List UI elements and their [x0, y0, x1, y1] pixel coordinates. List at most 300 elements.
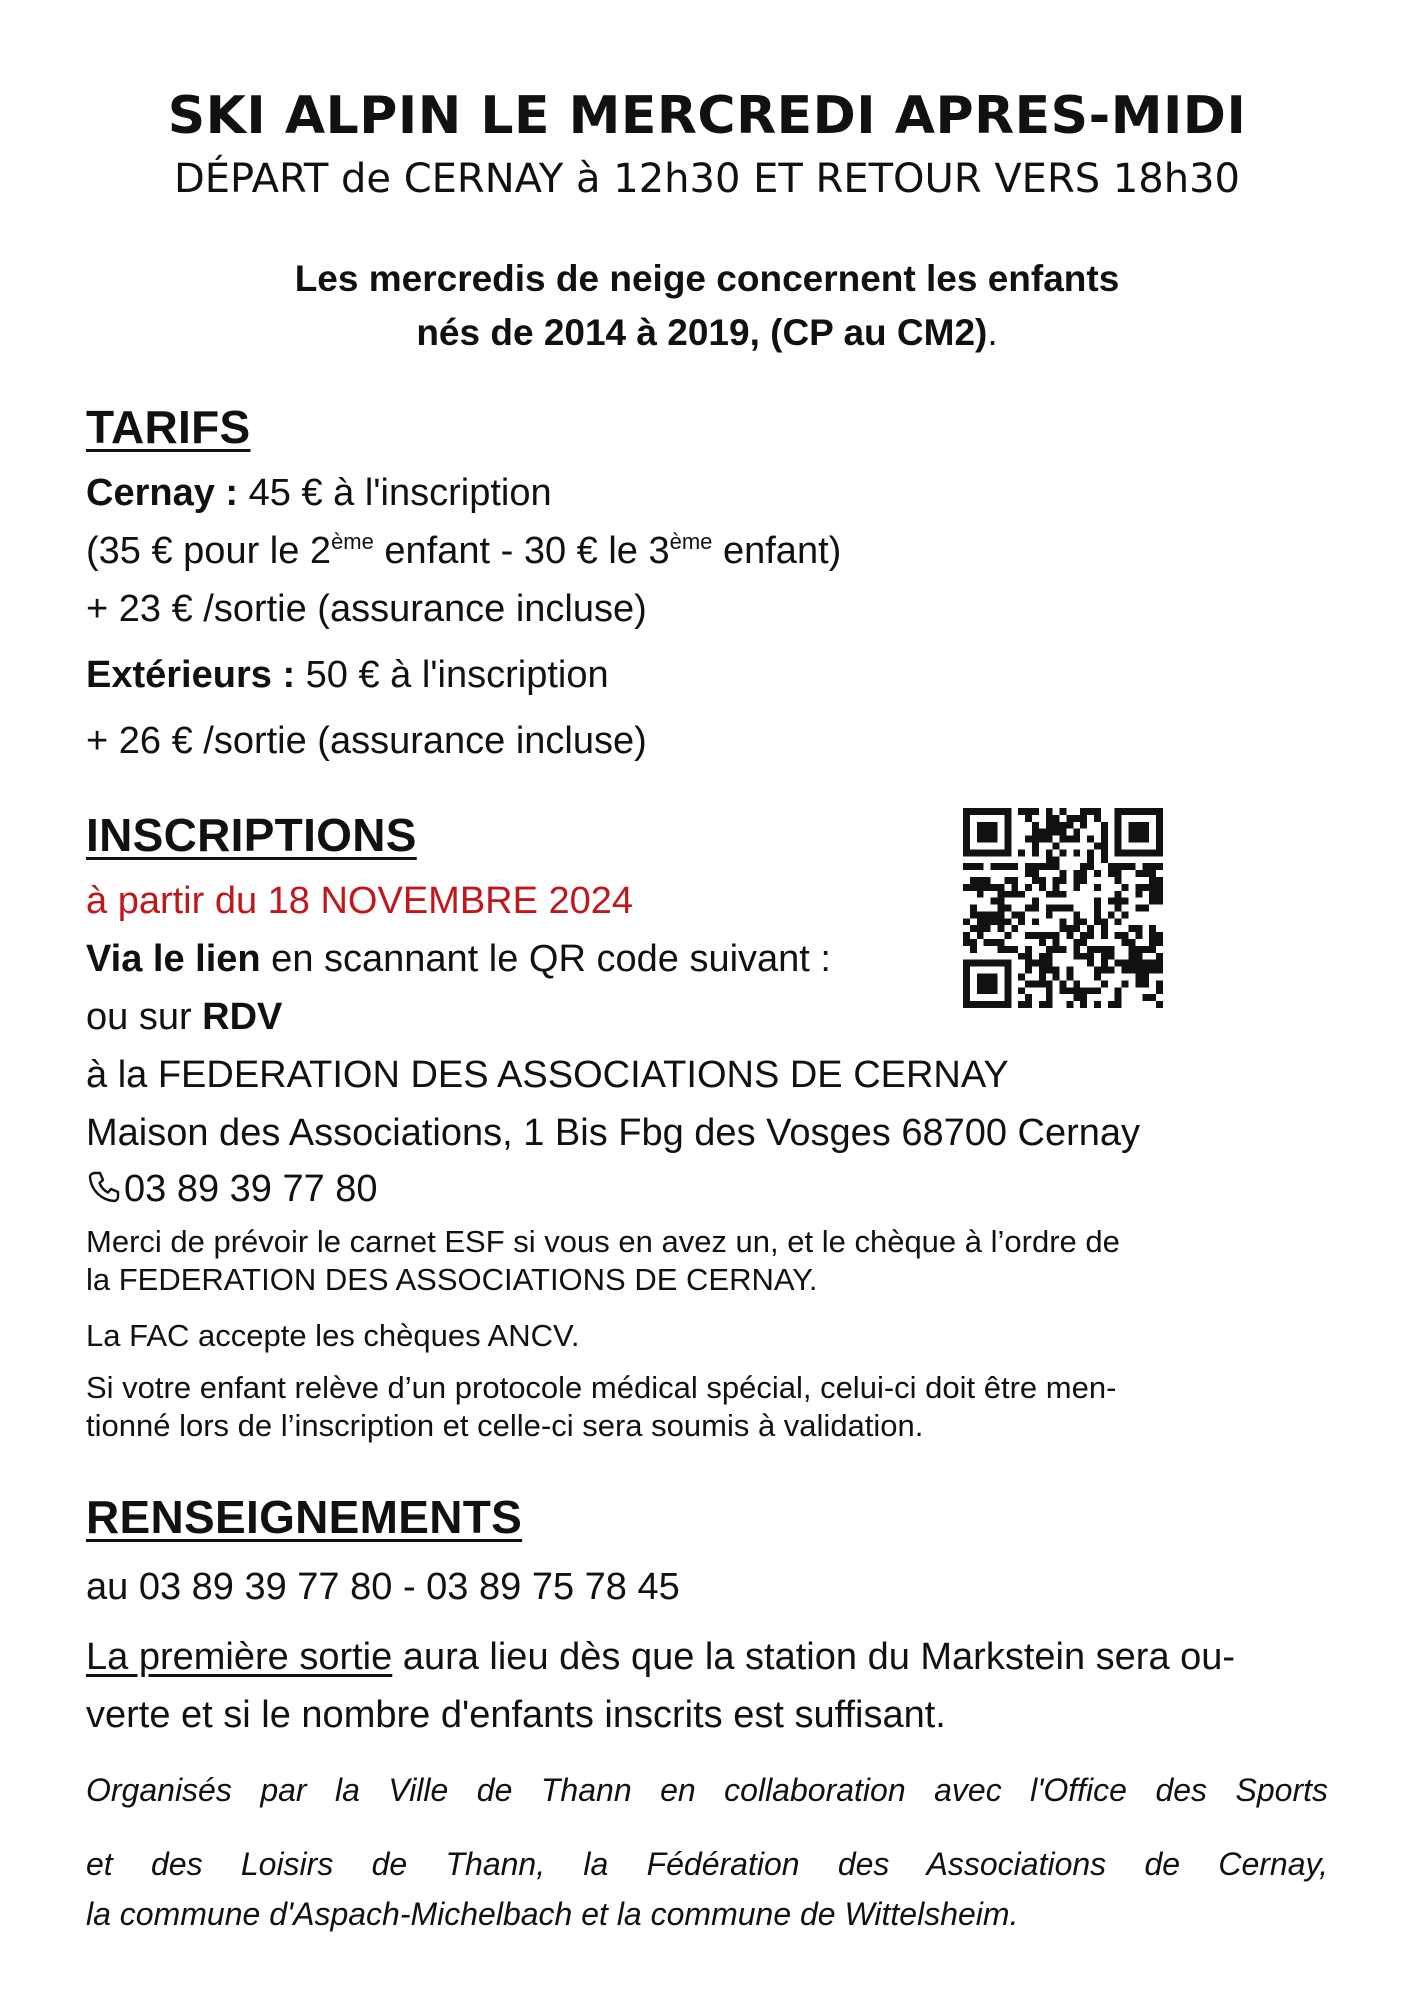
qr-module [1101, 946, 1108, 953]
tarif-cernay-outing: + 23 € /sortie (assurance incluse) [86, 588, 647, 630]
qr-module [1073, 925, 1080, 932]
qr-module [1046, 967, 1053, 974]
qr-module [1115, 877, 1122, 884]
qr-module [1080, 877, 1087, 884]
qr-module [1039, 863, 1046, 870]
qr-module [984, 974, 991, 981]
qr-module [997, 898, 1004, 905]
qr-module [1142, 884, 1149, 891]
qr-module [977, 884, 984, 891]
qr-module [1046, 994, 1053, 1001]
intro-line-2 [0, 312, 1414, 354]
qr-module [1073, 994, 1080, 1001]
qr-module [1156, 877, 1163, 884]
qr-module [1073, 987, 1080, 994]
qr-module [1115, 905, 1122, 912]
qr-module [1142, 836, 1149, 843]
qr-module [963, 967, 970, 974]
qr-module [1066, 967, 1073, 974]
qr-module [977, 918, 984, 925]
qr-module [1087, 932, 1094, 939]
renseignements-heading: RENSEIGNEMENTS [86, 1491, 523, 1543]
qr-module [1053, 884, 1060, 891]
qr-module [1004, 849, 1011, 856]
qr-module [991, 863, 998, 870]
qr-module [970, 925, 977, 932]
qr-module [1094, 974, 1101, 981]
inscription-date: à partir du 18 NOVEMBRE 2024 [86, 880, 634, 922]
qr-module [1073, 946, 1080, 953]
federation-phone [86, 1168, 378, 1211]
qr-module [963, 960, 970, 967]
qr-module [1156, 822, 1163, 829]
qr-module [991, 1001, 998, 1008]
qr-module [1156, 898, 1163, 905]
qr-module [963, 884, 970, 891]
qr-module [1060, 925, 1067, 932]
qr-module [1129, 939, 1136, 946]
qr-module [1094, 842, 1101, 849]
qr-module [984, 849, 991, 856]
qr-module [1135, 953, 1142, 960]
qr-module [1080, 822, 1087, 829]
first-outing-text: aura lieu dès que la station du Markstein sera ou- [392, 1636, 1236, 1678]
qr-module [1004, 829, 1011, 836]
intro-period: . [987, 312, 998, 353]
qr-module [1101, 932, 1108, 939]
qr-module [1018, 918, 1025, 925]
siblings-sup-2: ème [669, 529, 713, 554]
qr-module [997, 960, 1004, 967]
qr-module [1025, 994, 1032, 1001]
qr-module [970, 808, 977, 815]
qr-module [963, 980, 970, 987]
qr-module [991, 974, 998, 981]
qr-module [1053, 891, 1060, 898]
phone-icon [86, 1169, 122, 1205]
siblings-text-a: (35 € pour le 2 [86, 530, 332, 572]
qr-module [1004, 808, 1011, 815]
qr-module [1101, 822, 1108, 829]
qr-module [977, 877, 984, 884]
qr-module [1039, 953, 1046, 960]
qr-module [1032, 960, 1039, 967]
qr-module [1046, 829, 1053, 836]
qr-module [991, 960, 998, 967]
renseignements-phones: au 03 89 39 77 80 - 03 89 75 78 45 [86, 1566, 680, 1608]
qr-module [1080, 939, 1087, 946]
qr-module [1004, 974, 1011, 981]
qr-module [1129, 808, 1136, 815]
qr-module [977, 849, 984, 856]
qr-module [977, 891, 984, 898]
qr-module [1080, 1001, 1087, 1008]
qr-module [963, 863, 970, 870]
qr-module [1046, 960, 1053, 967]
qr-module [991, 849, 998, 856]
qr-module [1032, 918, 1039, 925]
qr-module [1073, 953, 1080, 960]
qr-code-graphic [963, 808, 1163, 1008]
qr-module [1115, 822, 1122, 829]
qr-module [1025, 946, 1032, 953]
qr-module [970, 911, 977, 918]
qr-module [1135, 808, 1142, 815]
qr-module [1135, 849, 1142, 856]
qr-module [1129, 829, 1136, 836]
qr-module [1122, 980, 1129, 987]
qr-module [1149, 960, 1156, 967]
qr-module [1108, 946, 1115, 953]
qr-module [1073, 980, 1080, 987]
qr-module [977, 987, 984, 994]
qr-module [1025, 967, 1032, 974]
qr-module [1135, 967, 1142, 974]
qr-module [1142, 822, 1149, 829]
qr-module [1004, 987, 1011, 994]
qr-module [977, 960, 984, 967]
qr-module [1046, 815, 1053, 822]
qr-module [963, 918, 970, 925]
qr-module [977, 911, 984, 918]
qr-module [997, 911, 1004, 918]
qr-module [1039, 967, 1046, 974]
qr-module [963, 932, 970, 939]
qr-module [1129, 953, 1136, 960]
qr-module [1149, 891, 1156, 898]
qr-module [977, 822, 984, 829]
qr-module [1053, 829, 1060, 836]
qr-module [1149, 877, 1156, 884]
qr-module [1135, 829, 1142, 836]
qr-module [1018, 849, 1025, 856]
qr-module [1032, 842, 1039, 849]
qr-module [1011, 863, 1018, 870]
qr-module [1115, 829, 1122, 836]
first-outing-line-1 [86, 1636, 1235, 1679]
qr-module [991, 884, 998, 891]
qr-module [1053, 877, 1060, 884]
qr-module [1046, 946, 1053, 953]
qr-module [997, 808, 1004, 815]
qr-module [1101, 836, 1108, 843]
qr-module [1094, 870, 1101, 877]
qr-module [1073, 849, 1080, 856]
qr-module [997, 863, 1004, 870]
qr-module [1046, 1001, 1053, 1008]
tarifs-heading: TARIFS [86, 401, 251, 453]
qr-module [1094, 905, 1101, 912]
qr-module [963, 994, 970, 1001]
qr-module [997, 925, 1004, 932]
qr-module [1053, 939, 1060, 946]
qr-module [1115, 842, 1122, 849]
qr-module [1156, 980, 1163, 987]
qr-module [1060, 946, 1067, 953]
qr-module [1087, 849, 1094, 856]
qr-module [1122, 849, 1129, 856]
qr-module [984, 884, 991, 891]
qr-module [1156, 808, 1163, 815]
qr-module [1039, 939, 1046, 946]
qr-module [1101, 856, 1108, 863]
qr-module [1039, 932, 1046, 939]
qr-module [1046, 856, 1053, 863]
qr-module [1156, 891, 1163, 898]
qr-module [1135, 836, 1142, 843]
qr-module [997, 905, 1004, 912]
qr-module [1032, 980, 1039, 987]
qr-module [1156, 842, 1163, 849]
qr-module [1004, 842, 1011, 849]
qr-module [1101, 829, 1108, 836]
qr-module [1004, 932, 1011, 939]
qr-module [997, 1001, 1004, 1008]
qr-module [1060, 836, 1067, 843]
qr-module [1149, 870, 1156, 877]
qr-module [1032, 849, 1039, 856]
qr-module [1149, 884, 1156, 891]
qr-module [1025, 815, 1032, 822]
qr-module [1129, 863, 1136, 870]
qr-module [1004, 822, 1011, 829]
via-link-text: en scannant le QR code suivant : [260, 938, 831, 980]
qr-module [991, 836, 998, 843]
qr-module [991, 911, 998, 918]
qr-module [1039, 829, 1046, 836]
inscriptions-heading: INSCRIPTIONS [86, 809, 417, 861]
via-link-label: Via le lien [86, 938, 261, 980]
qr-module [1080, 863, 1087, 870]
qr-module [1156, 836, 1163, 843]
qr-module [1004, 946, 1011, 953]
qr-module [1142, 980, 1149, 987]
qr-module [1025, 932, 1032, 939]
qr-module [977, 932, 984, 939]
qr-module [984, 822, 991, 829]
qr-module [1108, 1001, 1115, 1008]
qr-module [1101, 842, 1108, 849]
qr-module [991, 980, 998, 987]
qr-module [1073, 884, 1080, 891]
qr-module [1066, 836, 1073, 843]
qr-module [1142, 863, 1149, 870]
qr-module [1025, 863, 1032, 870]
qr-module [1115, 836, 1122, 843]
qr-module [1060, 829, 1067, 836]
qr-module [1060, 822, 1067, 829]
qr-module [991, 822, 998, 829]
qr-module [1087, 987, 1094, 994]
qr-module [1115, 987, 1122, 994]
qr-module [1149, 863, 1156, 870]
qr-module [1094, 1001, 1101, 1008]
qr-module [1129, 946, 1136, 953]
qr-module [984, 836, 991, 843]
qr-module [1025, 905, 1032, 912]
qr-module [1135, 870, 1142, 877]
qr-module [1018, 974, 1025, 981]
qr-module [1156, 884, 1163, 891]
qr-module [1053, 815, 1060, 822]
qr-module [1149, 898, 1156, 905]
qr-module [970, 863, 977, 870]
qr-module [1053, 967, 1060, 974]
qr-module [963, 822, 970, 829]
tarif-siblings [86, 530, 841, 573]
qr-module [1135, 822, 1142, 829]
qr-module [1122, 911, 1129, 918]
qr-module [1032, 822, 1039, 829]
qr-module [1156, 815, 1163, 822]
qr-module [1046, 911, 1053, 918]
qr-module [1046, 905, 1053, 912]
qr-module [1066, 932, 1073, 939]
qr-module [1101, 849, 1108, 856]
qr-module [1032, 808, 1039, 815]
qr-module [1080, 918, 1087, 925]
siblings-text-b: enfant - 30 € le 3 [373, 530, 670, 572]
qr-module [1080, 953, 1087, 960]
qr-module [1115, 808, 1122, 815]
qr-module [1149, 967, 1156, 974]
qr-module [1087, 808, 1094, 815]
siblings-sup-1: ème [331, 529, 374, 554]
qr-module [1025, 870, 1032, 877]
qr-module [977, 1001, 984, 1008]
qr-module [1066, 974, 1073, 981]
phone-number: 03 89 39 77 80 [124, 1168, 378, 1210]
qr-module [1066, 1001, 1073, 1008]
qr-module [1004, 918, 1011, 925]
qr-module [1122, 939, 1129, 946]
qr-module [1122, 884, 1129, 891]
qr-module [1039, 877, 1046, 884]
note-line-5: tionné lors de l’inscription et celle-ci sera soumis à validation. [86, 1408, 924, 1443]
qr-module [1094, 884, 1101, 891]
qr-module [1011, 946, 1018, 953]
qr-module [1066, 905, 1073, 912]
qr-module [991, 808, 998, 815]
qr-module [1156, 953, 1163, 960]
qr-module [1018, 808, 1025, 815]
qr-module [991, 939, 998, 946]
qr-module [1156, 829, 1163, 836]
qr-module [1004, 863, 1011, 870]
qr-module [984, 918, 991, 925]
qr-module [1046, 822, 1053, 829]
qr-module [991, 829, 998, 836]
qr-module [1066, 987, 1073, 994]
tarif-ext-label: Extérieurs : [86, 654, 296, 696]
qr-module [1142, 829, 1149, 836]
qr-module [1129, 822, 1136, 829]
qr-module [1135, 891, 1142, 898]
page-subtitle: DÉPART de CERNAY à 12h30 ET RETOUR VERS 18h30 [173, 156, 1241, 202]
qr-module [1094, 918, 1101, 925]
qr-module [1129, 960, 1136, 967]
qr-module [1066, 822, 1073, 829]
qr-module [1135, 980, 1142, 987]
qr-module [963, 1001, 970, 1008]
qr-module [1087, 836, 1094, 843]
qr-module [977, 925, 984, 932]
qr-code-icon[interactable] [963, 808, 1163, 1008]
qr-module [970, 884, 977, 891]
qr-module [977, 829, 984, 836]
qr-module [1060, 980, 1067, 987]
qr-module [1115, 891, 1122, 898]
qr-module [997, 849, 1004, 856]
intro-line-1: Les mercredis de neige concernent les enfants [294, 258, 1120, 299]
qr-module [1122, 863, 1129, 870]
qr-module [977, 863, 984, 870]
qr-module [984, 829, 991, 836]
qr-module [1073, 918, 1080, 925]
qr-module [963, 987, 970, 994]
qr-module [970, 905, 977, 912]
qr-module [1101, 967, 1108, 974]
qr-module [1115, 1001, 1122, 1008]
qr-module [1108, 863, 1115, 870]
qr-module [1004, 967, 1011, 974]
qr-module [1129, 836, 1136, 843]
qr-module [997, 918, 1004, 925]
qr-module [1135, 925, 1142, 932]
qr-module [1080, 987, 1087, 994]
qr-module [977, 836, 984, 843]
qr-module [1094, 911, 1101, 918]
qr-module [1053, 856, 1060, 863]
qr-module [1115, 863, 1122, 870]
qr-module [1066, 815, 1073, 822]
qr-module [984, 877, 991, 884]
tarif-cernay [86, 472, 552, 515]
qr-module [1025, 884, 1032, 891]
note-line-3: La FAC accepte les chèques ANCV. [86, 1318, 580, 1353]
qr-module [1149, 849, 1156, 856]
qr-module [1149, 946, 1156, 953]
qr-module [1011, 925, 1018, 932]
qr-module [1039, 836, 1046, 843]
qr-module [1115, 815, 1122, 822]
tarif-ext-price: 50 € à l'inscription [295, 654, 609, 696]
qr-module [1135, 946, 1142, 953]
qr-module [1004, 994, 1011, 1001]
qr-module [1087, 925, 1094, 932]
qr-module [1011, 884, 1018, 891]
qr-module [1046, 849, 1053, 856]
qr-module [1025, 953, 1032, 960]
qr-module [1032, 877, 1039, 884]
qr-module [1115, 932, 1122, 939]
qr-module [984, 939, 991, 946]
qr-module [1032, 829, 1039, 836]
qr-module [1060, 987, 1067, 994]
qr-module [1032, 932, 1039, 939]
qr-module [1073, 911, 1080, 918]
inscription-rdv [86, 996, 282, 1039]
qr-module [1101, 925, 1108, 932]
note-line-1: Merci de prévoir le carnet ESF si vous en avez un, et le chèque à l’ordre de [86, 1224, 1120, 1259]
qr-module [970, 877, 977, 884]
federation-address: Maison des Associations, 1 Bis Fbg des Vosges 68700 Cernay [86, 1112, 1141, 1154]
qr-module [963, 842, 970, 849]
qr-module [1032, 863, 1039, 870]
qr-module [1115, 960, 1122, 967]
qr-module [963, 974, 970, 981]
qr-module [984, 960, 991, 967]
